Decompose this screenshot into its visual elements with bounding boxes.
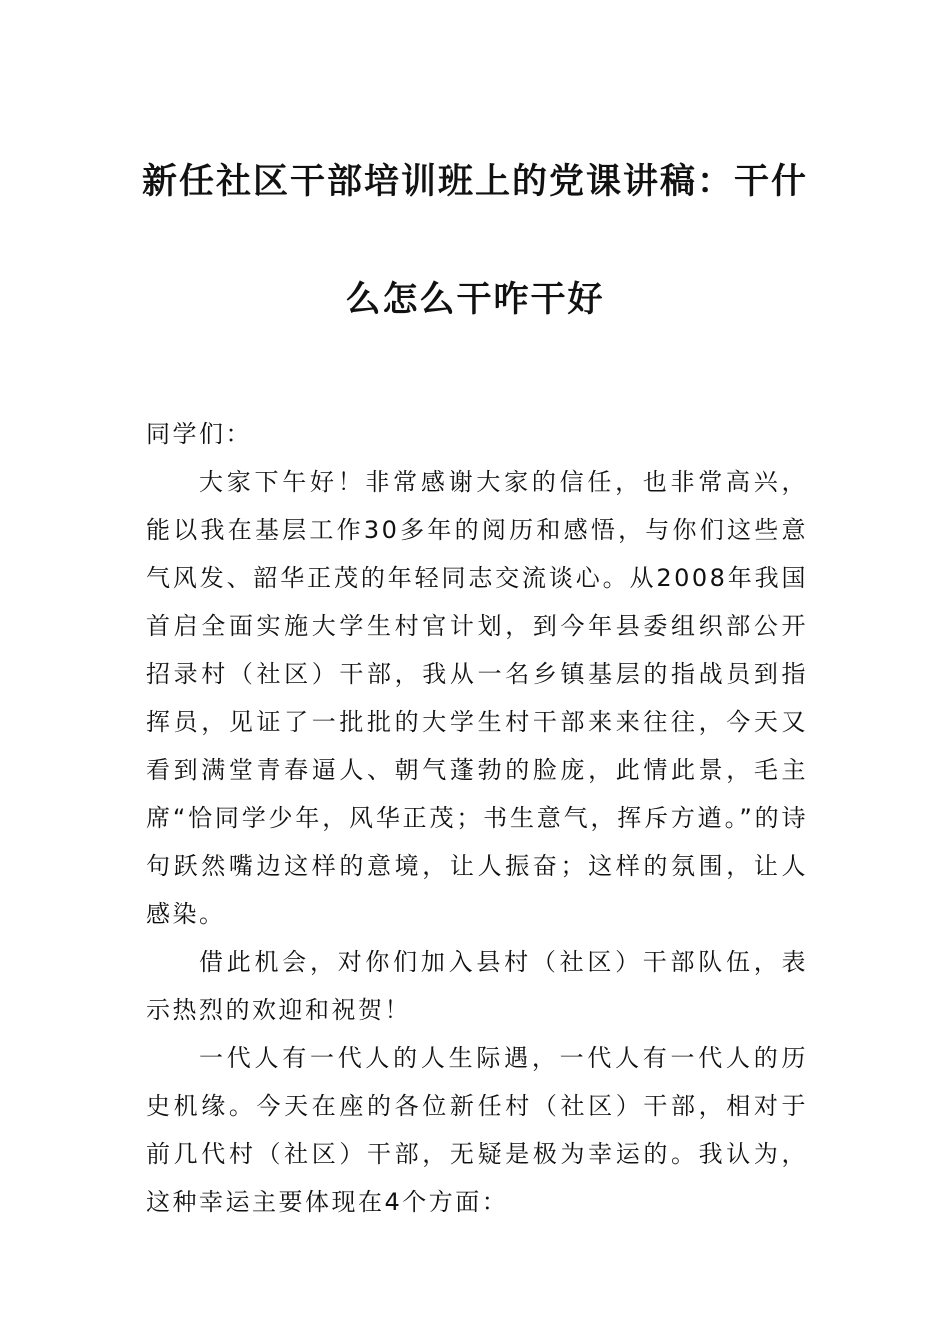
document-body — [146, 410, 808, 1226]
document-title-line-2: 么怎么干咋干好 — [345, 279, 605, 320]
salutation: 同学们： — [146, 420, 252, 448]
paragraph-fortune: 一代人有一代人的人生际遇，一代人有一代人的历史机缘。今天在座的各位新任村（社区）干部，相对于前几代村（社区）干部，无疑是极为幸运的。我认为，这种幸运主要体现在4个方面： — [146, 1044, 808, 1216]
document-title-line-1: 新任社区干部培训班上的党课讲稿：干什 — [141, 161, 808, 202]
paragraph-welcome: 借此机会，对你们加入县村（社区）干部队伍，表示热烈的欢迎和祝贺！ — [146, 948, 808, 1024]
paragraph-greeting: 大家下午好！非常感谢大家的信任，也非常高兴，能以我在基层工作30多年的阅历和感悟，与你们这些意气风发、韶华正茂的年轻同志交流谈心。从2008年我国首启全面实施大学生村官计划，到今年县委组织部公开招录村（社区）干部，我从一名乡镇基层的指战员到指挥员，见证了一批批的大学生村干部来来往往，今天又看到满堂青春逼人、朝气蓬勃的脸庞，此情此景，毛主席“恰同学少年，风华正茂；书生意气，挥斥方遒。”的诗句跃然嘴边这样的意境，让人振奋；这样的氛围，让人感染。 — [146, 468, 808, 928]
